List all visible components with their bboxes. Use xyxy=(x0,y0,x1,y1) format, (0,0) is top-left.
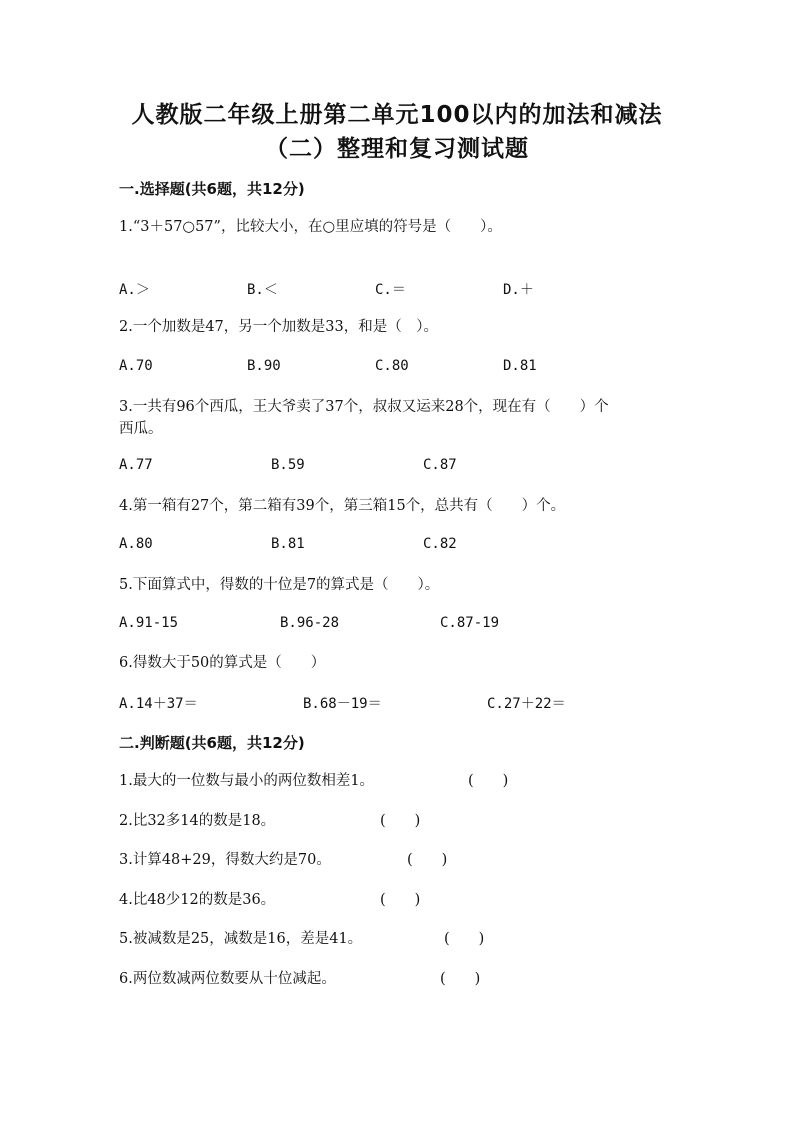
question-1-option-a: A.＞ xyxy=(119,282,150,298)
question-5-option-a: A.91-15 xyxy=(119,615,179,631)
judgement-1-text: 1.最大的一位数与最小的两位数相差1。 xyxy=(119,773,375,789)
question-1-option-b: B.＜ xyxy=(247,282,278,298)
question-6-option-c: C.27＋22＝ xyxy=(487,696,566,712)
judgement-5-text: 5.被减数是25，减数是16，差是41。 xyxy=(119,931,363,947)
section-heading-multiple-choice: 一.选择题(共6题，共12分) xyxy=(119,180,305,198)
question-2-text: 2.一个加数是47，另一个加数是33，和是（ ）。 xyxy=(119,319,438,335)
question-1-text: 1.“3＋57○57”，比较大小，在○里应填的符号是（ ）。 xyxy=(119,219,502,235)
question-6-text: 6.得数大于50的算式是（ ） xyxy=(119,655,326,671)
question-5-option-c: C.87-19 xyxy=(440,615,500,631)
judgement-2-text: 2.比32多14的数是18。 xyxy=(119,813,276,829)
question-5-option-b: B.96-28 xyxy=(280,615,340,631)
question-2-option-a: A.70 xyxy=(119,358,153,374)
judgement-4-answer-blank: ( ) xyxy=(380,892,421,908)
question-3-option-a: A.77 xyxy=(119,457,153,473)
question-3-option-b: B.59 xyxy=(271,457,305,473)
question-6-option-a: A.14＋37＝ xyxy=(119,696,198,712)
question-4-text: 4.第一箱有27个，第二箱有39个，第三箱15个，总共有（ ）个。 xyxy=(119,498,566,514)
question-4-option-b: B.81 xyxy=(271,536,305,552)
question-5-text: 5.下面算式中，得数的十位是7的算式是（ ）。 xyxy=(119,577,440,593)
question-1-option-c: C.＝ xyxy=(375,282,406,298)
question-4-option-a: A.80 xyxy=(119,536,153,552)
question-3-text-line1: 3.一共有96个西瓜，王大爷卖了37个，叔叔又运来28个，现在有（ ）个 xyxy=(119,399,609,415)
question-6-option-b: B.68－19＝ xyxy=(303,696,382,712)
judgement-1-answer-blank: ( ) xyxy=(468,773,509,789)
question-4-option-c: C.82 xyxy=(423,536,457,552)
judgement-3-answer-blank: ( ) xyxy=(407,852,448,868)
question-3-text-line2: 西瓜。 xyxy=(119,421,163,437)
section-heading-true-false: 二.判断题(共6题，共12分) xyxy=(119,734,305,752)
document-title-line1: 人教版二年级上册第二单元100以内的加法和减法 xyxy=(131,102,663,128)
judgement-3-text: 3.计算48+29，得数大约是70。 xyxy=(119,852,331,868)
judgement-6-text: 6.两位数减两位数要从十位减起。 xyxy=(119,971,336,987)
judgement-2-answer-blank: ( ) xyxy=(380,813,421,829)
document-title-line2: （二）整理和复习测试题 xyxy=(265,136,529,162)
question-1-option-d: D.＋ xyxy=(503,282,534,298)
question-2-option-b: B.90 xyxy=(247,358,281,374)
judgement-6-answer-blank: ( ) xyxy=(440,971,481,987)
judgement-5-answer-blank: ( ) xyxy=(444,931,485,947)
judgement-4-text: 4.比48少12的数是36。 xyxy=(119,892,276,908)
question-2-option-d: D.81 xyxy=(503,358,537,374)
question-2-option-c: C.80 xyxy=(375,358,409,374)
question-3-option-c: C.87 xyxy=(423,457,457,473)
